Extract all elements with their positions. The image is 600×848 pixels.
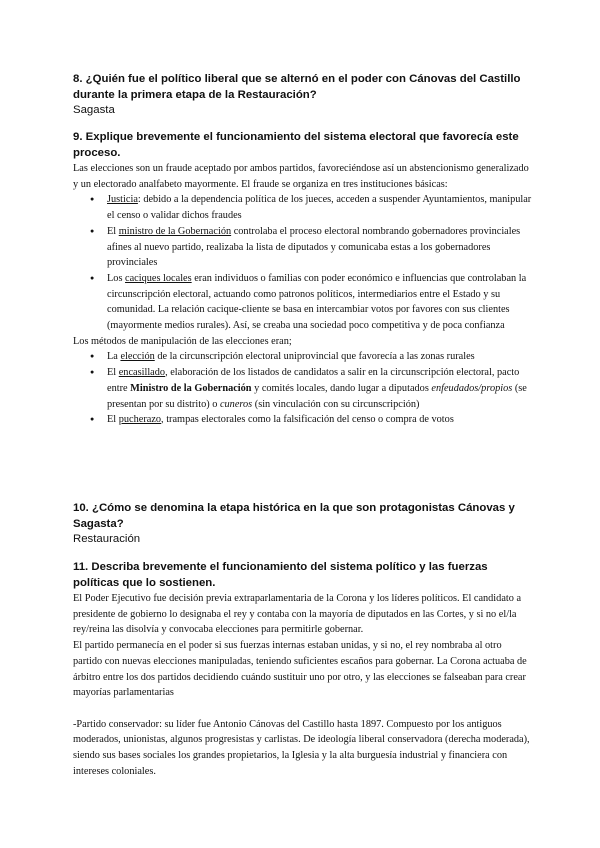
list-item-prefix: Los — [107, 272, 126, 284]
list-item-prefix: El — [107, 367, 119, 379]
list-item — [90, 349, 533, 365]
list-item — [90, 192, 533, 223]
question-10-section — [73, 500, 533, 547]
list-item-text: controlaba el proceso electoral nombrando gobernadores provinciales afines al nuevo partido, realizaba la lista de diputados y comunicaba estas a los gobernadores provinciales — [107, 225, 521, 269]
question-8-answer: Sagasta — [73, 104, 115, 116]
question-11-section — [73, 559, 533, 779]
question-9-section — [73, 129, 533, 428]
methods-list — [73, 349, 533, 428]
list-item-text: , elaboración de los listados de candidatos a salir en la circunscripción electoral, pacto entre — [107, 367, 520, 394]
question-11-paragraph-1: El Poder Ejecutivo fue decisión previa extraparlamentaria de la Corona y los líderes políticos. El candidato a presidente de gobierno lo designaba el rey y contaba con la mayoría de diputados en las Cortes, y si no el/la rey/reina las disolvía y convocaba elecciones para permitirle gobernar. — [73, 593, 522, 636]
question-11-heading: 11. Describa brevemente el funcionamiento del sistema político y las fuerzas políticas que lo sostienen. — [73, 561, 488, 589]
list-item-prefix: El — [107, 225, 119, 237]
question-8-section — [73, 71, 533, 118]
question-10-answer: Restauración — [73, 533, 141, 545]
question-8-heading: 8. ¿Quién fue el político liberal que se alternó en el poder con Cánovas del Castillo durante la primera etapa de la Restauración? — [73, 73, 521, 101]
question-10-heading: 10. ¿Cómo se denomina la etapa histórica en la que son protagonistas Cánovas y Sagasta? — [73, 502, 515, 530]
list-item — [90, 271, 533, 334]
question-11-paragraph-3: -Partido conservador: su líder fue Antonio Cánovas del Castillo hasta 1897. Compuesto por los antiguos moderados, unionistas, algunos progresistas y carlistas. De ideología liberal conservadora (derecha moderada), siendo sus bases sociales los grandes propietarios, la Iglesia y la alta burguesía industrial y financiera con intereses coloniales. — [73, 718, 530, 777]
list-item — [90, 365, 533, 412]
methods-intro: Los métodos de manipulación de las elecciones eran; — [73, 335, 292, 347]
term-ministro: ministro de la Gobernación — [118, 225, 232, 237]
list-item-text: eran individuos o familias con poder económico e influencias que controlaban la circunscripción electoral, actuando como patronos políticos, intermediarios entre el Estado y su comunidad. La relación cacique-cliente se basa en intercambiar votos por favores con sus clientes (mayormente medios rurales). Así, se creaba una sociedad poco competitiva y de poca confianza — [107, 272, 527, 332]
list-item — [90, 412, 533, 428]
list-item-text: : debido a la dependencia política de los jueces, acceden a suspender Ayuntamientos, manipular el censo o validar dichos fraudes — [107, 194, 532, 222]
term-encasillado: encasillado — [118, 367, 166, 379]
question-9-heading: 9. Explique brevemente el funcionamiento del sistema electoral que favorecía este proceso. — [73, 131, 519, 159]
list-item-prefix: La — [107, 351, 121, 363]
list-item-text: (sin vinculación con su circunscripción) — [252, 398, 420, 410]
term-justicia: Justicia — [107, 194, 138, 206]
list-item — [90, 224, 533, 271]
question-9-intro: Las elecciones son un fraude aceptado por ambos partidos, favoreciéndose así un abstencionismo generalizado y un electorado analfabeto mayormente. El fraude se organiza en tres instituciones básicas: — [73, 163, 529, 190]
term-cuneros: cuneros — [219, 398, 253, 410]
list-item-text: (se presentan por su distrito) o — [107, 382, 527, 410]
term-ministro-bold: Ministro de la Gobernación — [130, 382, 252, 394]
term-enfeudados: enfeudados/propios — [431, 382, 513, 394]
list-item-text: , trampas electorales como la falsificación del censo o compra de votos — [161, 414, 454, 426]
term-caciques: caciques locales — [125, 272, 192, 284]
term-pucherazo: pucherazo — [118, 414, 162, 426]
term-eleccion: elección — [120, 351, 155, 363]
question-11-paragraph-2: El partido permanecía en el poder si sus fuerzas internas estaban unidas, y si no, el rey nombraba al otro partido con nuevas elecciones manipuladas, teniendo suficientes escaños para gobernar. La Corona actuaba de árbitro entre los dos partidos decidiendo cuándo sustituir uno por otro, y las elecciones se falseaban para crear mayorías parlamentarias — [73, 640, 527, 699]
institutions-list — [73, 192, 533, 333]
list-item-text: de la circunscripción electoral uniprovincial que favorecía a las zonas rurales — [154, 351, 475, 363]
list-item-text: y comités locales, dando lugar a diputados — [251, 382, 432, 394]
list-item-prefix: El — [107, 414, 119, 426]
